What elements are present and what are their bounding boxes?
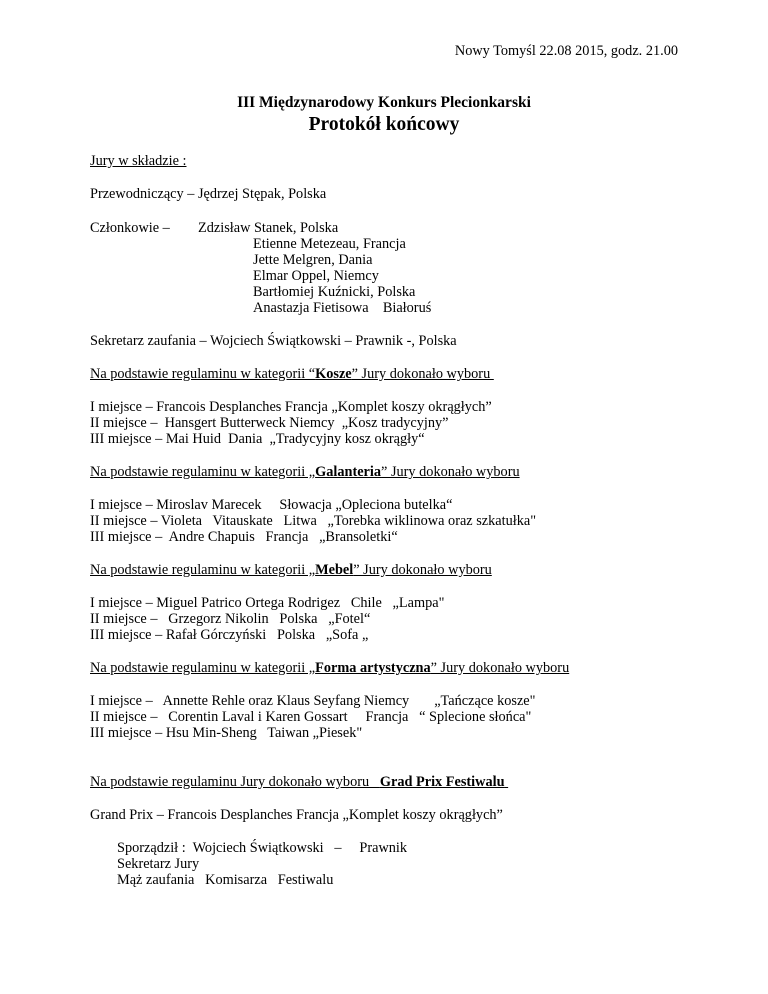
result-line: I miejsce – Francois Desplanches Francja „Komplet koszy okrągłych” (90, 399, 492, 415)
grand-prix-intro: Na podstawie regulaminu Jury dokonało wyboru Grad Prix Festiwalu (90, 774, 505, 790)
category-intro-kosze: Na podstawie regulaminu w kategorii “Kosze” Jury dokonało wyboru (90, 366, 494, 382)
category-intro-mebel: Na podstawie regulaminu w kategorii „Mebel” Jury dokonało wyboru (90, 562, 492, 578)
jury-member: Zdzisław Stanek, Polska (198, 220, 339, 236)
jury-members-label: Członkowie – (90, 220, 170, 236)
jury-heading: Jury w składzie : (90, 153, 187, 169)
category-intro-forma: Na podstawie regulaminu w kategorii „Forma artystyczna” Jury dokonało wyboru (90, 660, 570, 676)
result-line: III miejsce – Rafał Górczyński Polska „Sofa „ (90, 627, 369, 643)
result-line: II miejsce – Corentin Laval i Karen Gossart Francja “ Splecione słońca" (90, 709, 532, 725)
result-line: III miejsce – Andre Chapuis Francja „Bransoletki“ (90, 529, 398, 545)
result-line: I miejsce – Miguel Patrico Ortega Rodrigez Chile „Lampa" (90, 595, 445, 611)
jury-chair: Przewodniczący – Jędrzej Stępak, Polska (90, 186, 327, 202)
jury-member: Elmar Oppel, Niemcy (253, 268, 379, 284)
result-line: II miejsce – Violeta Vitauskate Litwa „Torebka wiklinowa oraz szkatułka" (90, 513, 537, 529)
category-intro-galanteria: Na podstawie regulaminu w kategorii „Galanteria” Jury dokonało wyboru (90, 464, 520, 480)
jury-member: Anastazja Fietisowa Białoruś (253, 300, 432, 316)
jury-member: Bartłomiej Kuźnicki, Polska (253, 284, 416, 300)
place-date: Nowy Tomyśl 22.08 2015, godz. 21.00 (454, 43, 678, 59)
event-title: III Międzynarodowy Konkurs Plecionkarski (237, 94, 531, 111)
category-name: Forma artystyczna (315, 660, 431, 676)
signature-line: Sekretarz Jury (117, 856, 200, 872)
result-line: I miejsce – Miroslav Marecek Słowacja „Opleciona butelka“ (90, 497, 453, 513)
result-line: II miejsce – Hansgert Butterweck Niemcy „Kosz tradycyjny” (90, 415, 449, 431)
result-line: III miejsce – Mai Huid Dania „Tradycyjny kosz okrągły“ (90, 431, 425, 447)
signature-line: Mąż zaufania Komisarza Festiwalu (117, 872, 334, 888)
signature-line: Sporządził : Wojciech Świątkowski – Prawnik (117, 840, 408, 856)
jury-member: Etienne Metezeau, Francja (253, 236, 406, 252)
category-name: Kosze (315, 366, 352, 382)
grand-prix-result: Grand Prix – Francois Desplanches Francja „Komplet koszy okrągłych” (90, 807, 503, 823)
jury-member: Jette Melgren, Dania (253, 252, 373, 268)
result-line: III miejsce – Hsu Min-Sheng Taiwan „Piesek" (90, 725, 363, 741)
jury-secretary: Sekretarz zaufania – Wojciech Świątkowski – Prawnik -, Polska (90, 333, 457, 349)
grand-prix-name: Grad Prix Festiwalu (379, 774, 505, 790)
category-name: Galanteria (315, 464, 382, 480)
document-title: Protokół końcowy (308, 114, 460, 135)
category-name: Mebel (315, 562, 354, 578)
result-line: II miejsce – Grzegorz Nikolin Polska „Fotel“ (90, 611, 371, 627)
result-line: I miejsce – Annette Rehle oraz Klaus Seyfang Niemcy „Tańczące kosze" (90, 693, 536, 709)
